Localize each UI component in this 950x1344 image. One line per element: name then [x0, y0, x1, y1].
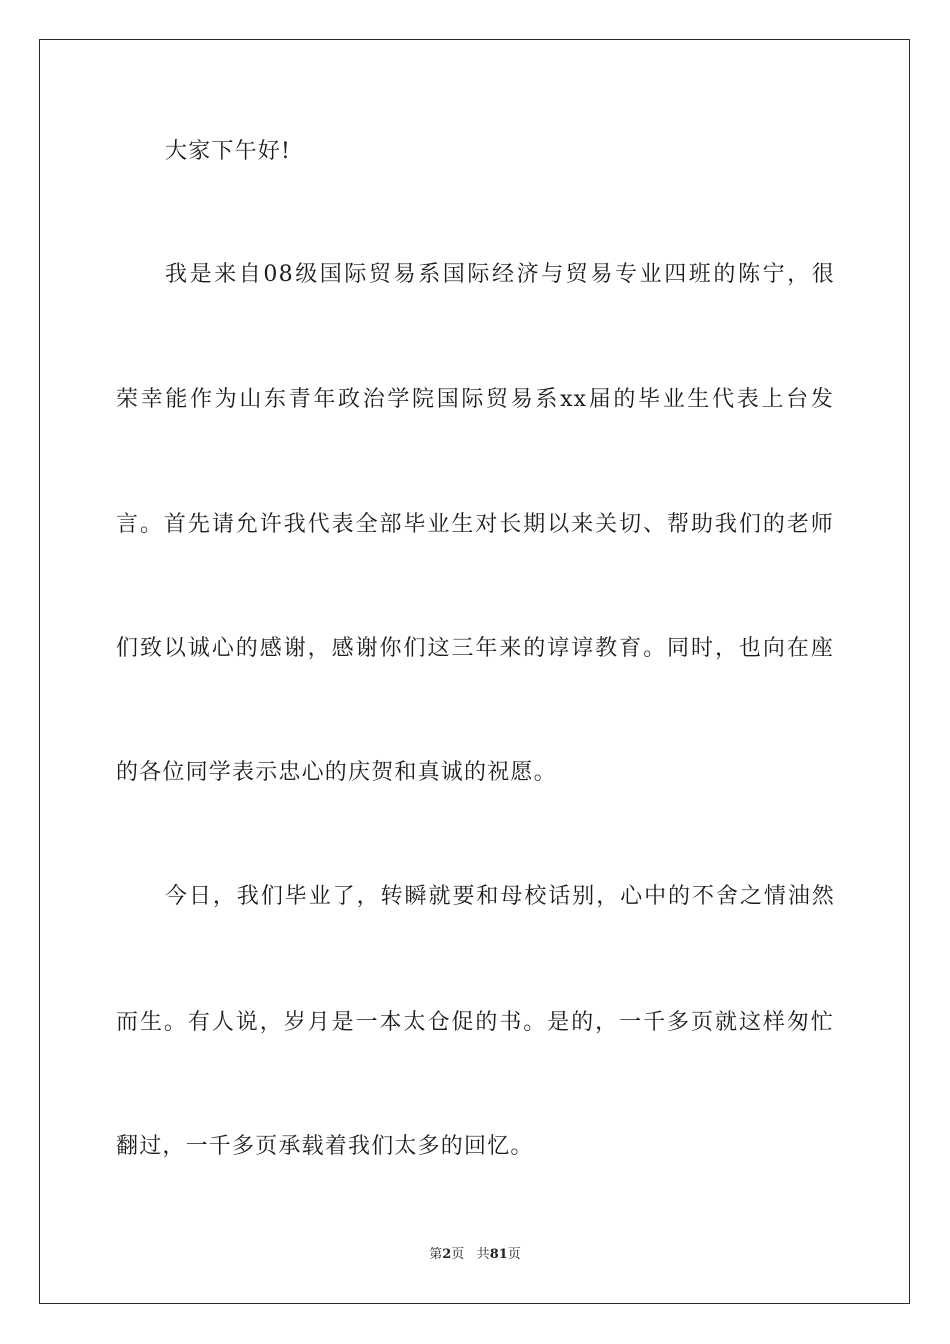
footer-total-prefix: 共	[476, 1247, 490, 1262]
text-line: 们致以诚心的感谢，感谢你们这三年来的谆谆教育。同时，也向在座	[116, 636, 834, 661]
text-line: 今日，我们毕业了，转瞬就要和母校话别，心中的不舍之情油然	[165, 884, 835, 909]
text-line-greeting: 大家下午好!	[165, 139, 292, 164]
footer-prefix: 第	[429, 1247, 443, 1262]
text-line: 我是来自08级国际贸易系国际经济与贸易专业四班的陈宁，很	[165, 262, 835, 287]
footer-total-suffix: 页	[507, 1247, 521, 1262]
page-border	[39, 39, 910, 1304]
page-footer	[0, 1246, 950, 1264]
footer-current-page: 2	[442, 1247, 452, 1262]
text-line: 翻过，一千多页承载着我们太多的回忆。	[116, 1134, 534, 1159]
text-line: 而生。有人说，岁月是一本太仓促的书。是的，一千多页就这样匆忙	[116, 1010, 834, 1035]
footer-total-pages: 81	[489, 1247, 508, 1262]
text-line: 的各位同学表示忠心的庆贺和真诚的祝愿。	[116, 760, 557, 785]
text-line: 言。首先请允许我代表全部毕业生对长期以来关切、帮助我们的老师	[116, 512, 834, 537]
text-line: 荣幸能作为山东青年政治学院国际贸易系xx届的毕业生代表上台发	[116, 387, 834, 412]
footer-page-word: 页	[451, 1247, 465, 1262]
